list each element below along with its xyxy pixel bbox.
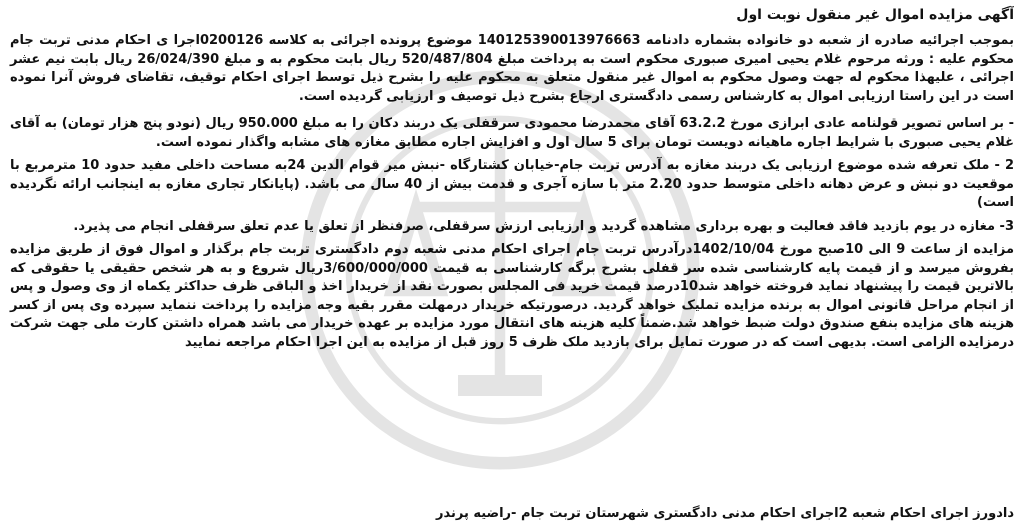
- signature-line: دادورز اجرای احکام شعبه 2اجرای احکام مدنی دادگستری شهرستان تربت جام -راضیه پرندر: [435, 506, 1014, 521]
- item-2-paragraph: 2 - ملک تعرفه شده موضوع ارزیابی یک دربند مغازه به آدرس تربت جام-خیابان کشتارگاه -نبش میر قوام الدین 24به مساحت داخلی مفید حدود 10 مترمربع با موقعیت دو نبش و عرض دهانه داخلی متوسط حدود 2.20 متر با سازه آجری و قدمت بیش از 40 سال می باشد. (پایانکار تجاری مغازه به اینجانب ارائه نگردیده است): [10, 158, 1014, 210]
- item-1-paragraph: - بر اساس تصویر قولنامه عادی ابرازی مورخ 63.2.2 آقای محمدرضا محمودی سرقفلی یک دربند دکان را به مبلغ 950.000 ریال (نودو پنج هزار تومان) به آقای غلام یحیی صبوری با شرایط اجاره ماهیانه دویست تومان برای 5 سال اول و افزایش اجاره مطابق مغازه های مشابه واگذار نموده است.: [10, 116, 1014, 150]
- item-3-paragraph: 3- مغازه در یوم بازدید فاقد فعالیت و بهره برداری مشاهده گردید و ارزیابی ارزش سرقفلی، صرفنظر از تعلق یا عدم تعلق سرقفلی انجام می پذیرد.: [73, 218, 1014, 234]
- intro-paragraph: بموجب اجرائیه صادره از شعبه دو خانواده بشماره دادنامه 140125390013976663 موضوع پرونده اجرائی به کلاسه 0200126اجرا ی احکام مدنی تربت جام محکوم علیه : ورثه مرحوم غلام یحیی امیری صبوری محکوم است به پرداخت مبلغ 520/487/804 ریال بابت محکوم به و مبلغ 26/024/390 ریال بابت نیم عشر اجرائی ، علیهذا محکوم له جهت وصول محکوم به اموال غیر منقول متعلق به محکوم علیه را بشرح ذیل توسط اجرای احکام توقیف، تقاضای فروش آنرا نموده است در این راستا ارزیابی اموال به کارشناس رسمی دادگستری ارجاع بشرح ذیل توصیف و ارزیابی گردیده است.: [10, 33, 1014, 104]
- auction-details-paragraph: مزایده از ساعت 9 الی 10صبح مورخ 1402/10/04درآدرس تربت جام اجرای احکام مدنی شعبه دوم دادگستری تربت جام برگذار و اموال فوق از طریق مزایده بفروش میرسد و از قیمت پایه کارشناسی شده سر قفلی بشرح برگه کارشناسی به قیمت 3/600/000/000ریال شروع و به هر شخص حقیقی یا حقوقی که بالاترین قیمت را پیشنهاد نماید فروخته خواهد شد10درصد قیمت خرید فی المجلس بصورت نقد از خریدار اخذ و الباقی ظرف حداکثر یکماه از وی وصول و پس از انجام مراحل قانونی اموال به برنده مزایده تملیک خواهد گردید. درصورتیکه خریدار درمهلت مقرر بقیه وجه مزایده را پرداخت ننماید سپرده وی پس از کسر هزینه های مزایده بنفع صندوق دولت ضبط خواهد شد.ضمناً کلیه هزینه های انتقال مورد مزایده بر عهده خریدار می باشد همراه داشتن کارت ملی جهت شرکت درمزایده الزامی است. بدیهی است که در صورت تمایل برای بازدید ملک ظرف 5 روز قبل از مزایده به این اجرا احکام مراجعه نمایید: [10, 242, 1015, 350]
- notice-title: آگهی مزایده اموال غیر منقول نوبت اول: [736, 7, 1014, 23]
